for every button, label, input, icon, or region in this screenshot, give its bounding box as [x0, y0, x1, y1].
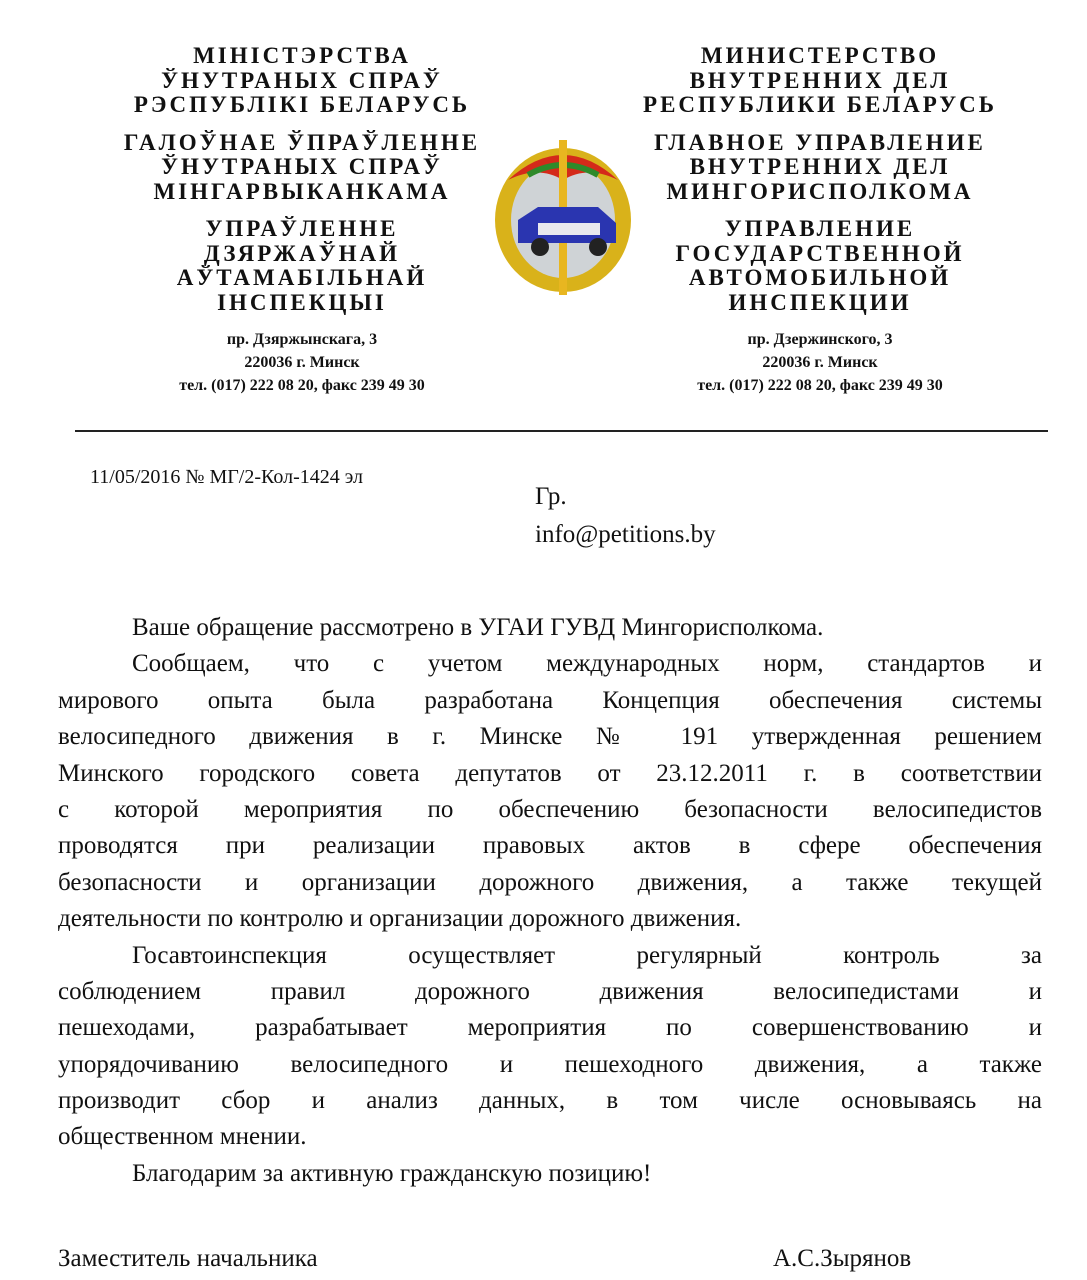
header-line: ДЗЯРЖАЎНАЙ: [203, 240, 401, 266]
signatory-position: Заместитель начальника: [58, 1245, 318, 1272]
body-line: велосипедного движения в г. Минске № 191 утвержденная решением: [58, 723, 1042, 751]
body-line: с которой мероприятия по обеспечению безопасности велосипедистов: [58, 795, 1042, 823]
header-line: АЎТАМАБІЛЬНАЙ: [176, 265, 428, 290]
body-line: Сообщаем, что с учетом международных норм, стандартов и: [132, 650, 1042, 678]
body-line: Госавтоинспекция осуществляет регулярный контроль за: [132, 941, 1042, 969]
header-divider: [75, 430, 1048, 432]
body-line: безопасности и организации дорожного движения, а также текущей: [58, 868, 1042, 896]
ministry-name-ru: [585, 44, 1055, 118]
body-line: упорядочиванию велосипедного и пешеходного движения, а также: [58, 1050, 1042, 1078]
header-line: МІНГАРВЫКАНКАМА: [153, 178, 451, 204]
header-line: ВНУТРЕННИХ ДЕЛ: [689, 154, 951, 179]
address-line: пр. Дзержинского, 3: [747, 331, 893, 348]
address-line: пр. Дзяржынскага, 3: [226, 331, 378, 348]
address-line: 220036 г. Минск: [244, 354, 360, 371]
header-line: АВТОМОБИЛЬНОЙ: [688, 265, 952, 290]
header-right-russian: [585, 44, 1055, 397]
header-line: ГЛАВНОЕ УПРАВЛЕНИЕ: [654, 129, 986, 155]
body-line: производит сбор и анализ данных, в том числе основываясь на: [58, 1087, 1042, 1115]
header-line: РЭСПУБЛІКІ БЕЛАРУСЬ: [133, 92, 471, 117]
header-line: ІНСПЕКЦЫІ: [217, 289, 387, 315]
traffic-police-emblem-icon: [488, 135, 638, 300]
signatory-name: А.С.Зырянов: [773, 1245, 912, 1272]
body-line: Минского городского совета депутатов от 23.12.2011 г. в соответствии: [58, 759, 1042, 787]
recipient: [535, 478, 716, 554]
dept-by: [67, 217, 537, 315]
header-line: ВНУТРЕННИХ ДЕЛ: [689, 67, 951, 93]
header-line: ЎНУТРАНЫХ СПРАЎ: [161, 67, 443, 93]
header-left-belarusian: [67, 44, 537, 397]
address-line: тел. (017) 222 08 20, факс 239 49 30: [179, 377, 425, 394]
recipient-prefix: Гр.: [535, 483, 567, 510]
body-line: мирового опыта была разработана Концепция обеспечения системы: [58, 686, 1042, 714]
header-line: МИНИСТЕРСТВО: [700, 43, 940, 68]
main-dept-ru: [585, 131, 1055, 205]
body-line: пешеходами, разрабатывает мероприятия по совершенствованию и: [58, 1014, 1042, 1042]
date-reference-number: 11/05/2016 № МГ/2-Кол-1424 эл: [90, 466, 363, 488]
header-line: РЕСПУБЛИКИ БЕЛАРУСЬ: [643, 92, 997, 117]
ministry-name-by: [67, 44, 537, 118]
address-by: [67, 328, 537, 397]
header-line: ГОСУДАРСТВЕННОЙ: [675, 240, 965, 266]
letter-body: [58, 610, 1042, 1192]
dept-ru: [585, 217, 1055, 315]
body-line: соблюдением правил дорожного движения велосипедистами и: [58, 977, 1042, 1005]
body-line: деятельности по контролю и организации дорожного движения.: [58, 905, 742, 933]
main-dept-by: [67, 131, 537, 205]
address-line: 220036 г. Минск: [762, 354, 878, 371]
header-line: МІНІСТЭРСТВА: [193, 43, 411, 68]
recipient-email: info@petitions.by: [535, 521, 716, 548]
body-line: общественном мнении.: [58, 1123, 307, 1151]
header-line: МИНГОРИСПОЛКОМА: [666, 178, 974, 204]
header-line: УПРАЎЛЕННЕ: [205, 216, 399, 241]
header-line: ГАЛОЎНАЕ ЎПРАЎЛЕННЕ: [123, 129, 481, 155]
address-line: тел. (017) 222 08 20, факс 239 49 30: [697, 377, 943, 394]
header-line: ЎНУТРАНЫХ СПРАЎ: [161, 154, 443, 179]
body-line: проводятся при реализации правовых актов в сфере обеспечения: [58, 832, 1042, 860]
body-line: Благодарим за активную гражданскую позицию!: [132, 1159, 652, 1187]
address-ru: [585, 328, 1055, 397]
header-line: ИНСПЕКЦИИ: [728, 289, 912, 315]
header-line: УПРАВЛЕНИЕ: [724, 216, 916, 241]
body-line: Ваше обращение рассмотрено в УГАИ ГУВД Мингорисполкома.: [132, 614, 824, 641]
